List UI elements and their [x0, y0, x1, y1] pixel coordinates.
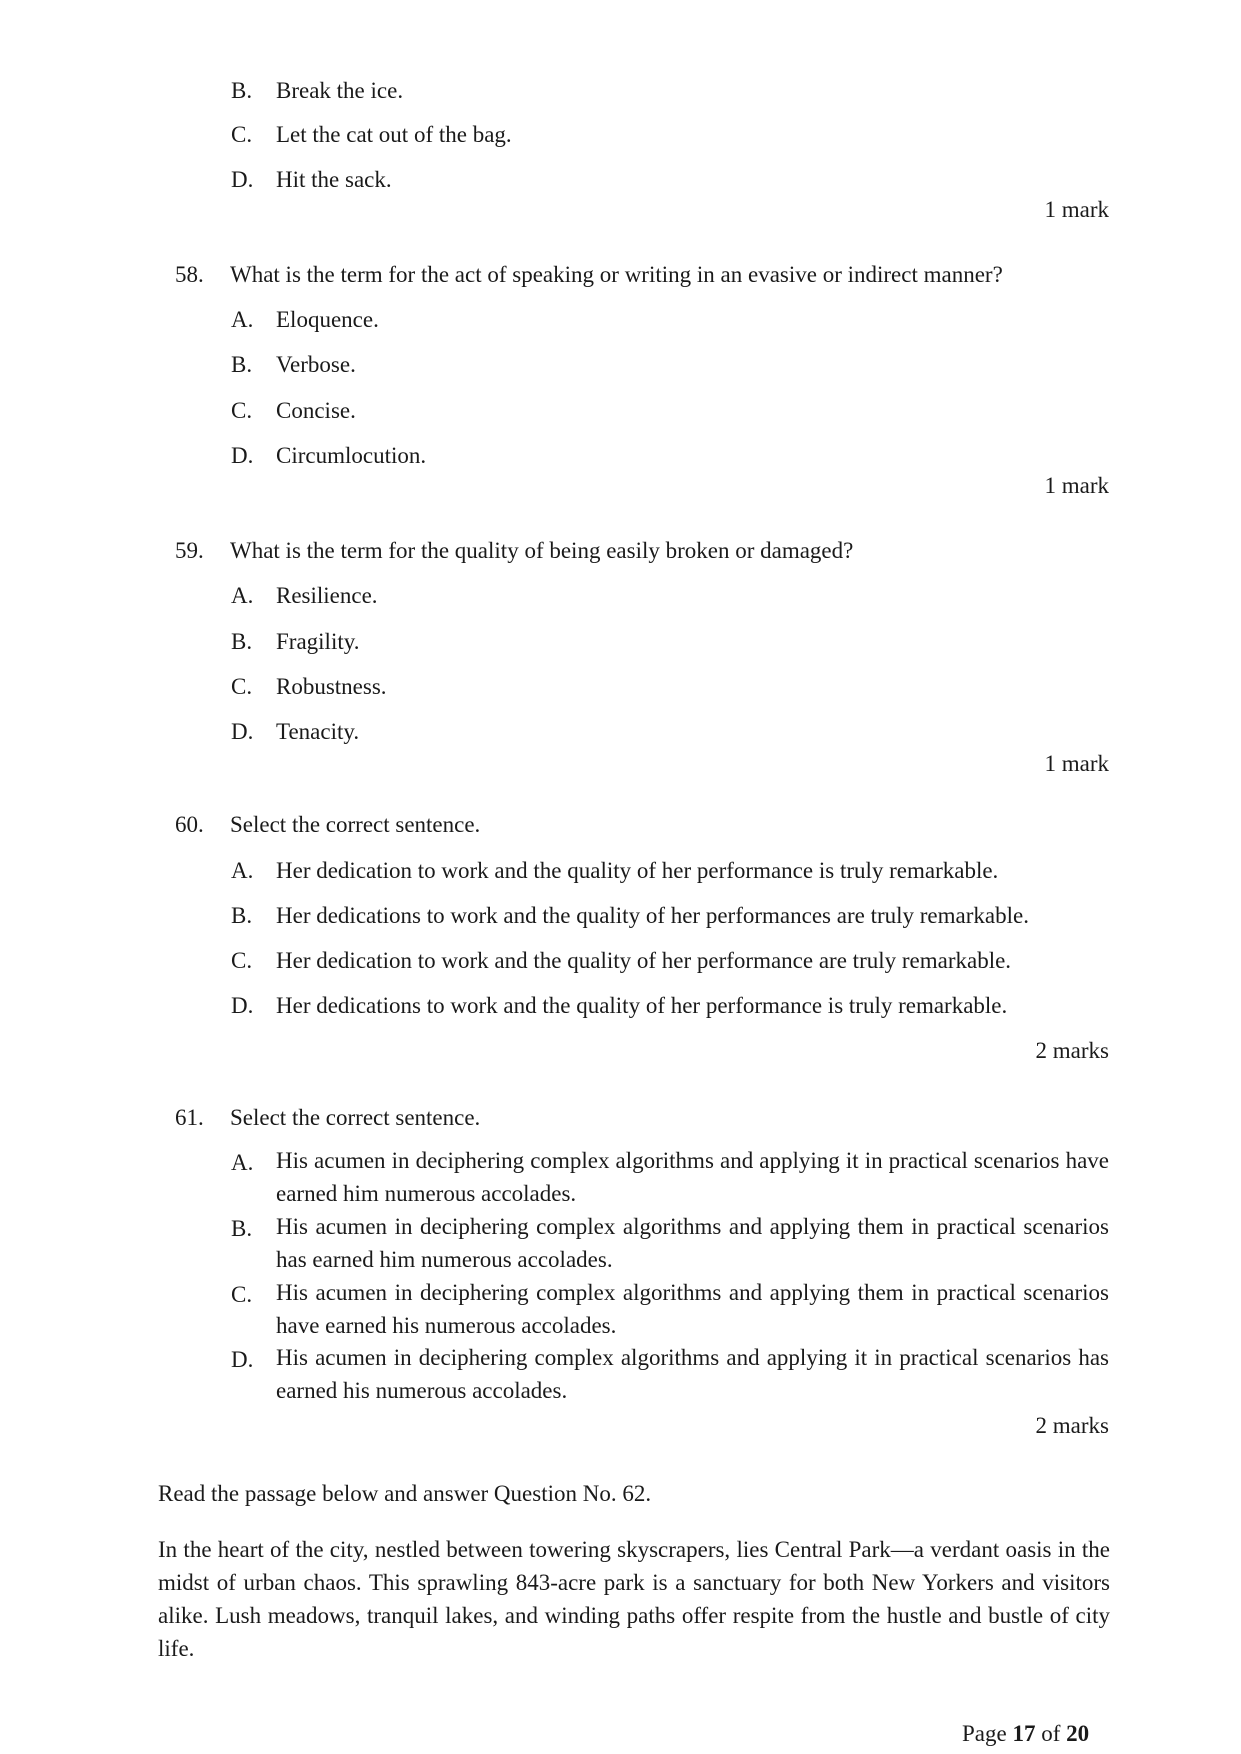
q60-option-d-letter: D.: [231, 993, 254, 1018]
q60-option-b-text: Her dedications to work and the quality of her performances are truly remarkable.: [276, 903, 1029, 928]
q61-option-b-letter: B.: [231, 1216, 253, 1241]
q58-option-c-letter: C.: [231, 398, 253, 423]
q59-number: 59.: [175, 538, 204, 563]
q58-option-a-letter: A.: [231, 307, 254, 332]
footer-total-pages: 20: [1066, 1721, 1090, 1746]
q58-option-d-letter: D.: [231, 443, 254, 468]
q61-option-a-text: His acumen in deciphering complex algorithms and applying it in practical scenarios have earned him numerous accolades.: [276, 1148, 1109, 1206]
q60-option-c-text: Her dedication to work and the quality of her performance are truly remarkable.: [276, 948, 1012, 973]
q59-option-d-letter: D.: [231, 719, 254, 744]
q58-option-b-letter: B.: [231, 352, 253, 377]
q60-option-b-letter: B.: [231, 903, 253, 928]
q57-option-b-letter: B.: [231, 78, 253, 103]
q59-option-a-text: Resilience.: [276, 583, 378, 608]
q57-marks: 1 mark: [1044, 197, 1109, 222]
q58-option-a-text: Eloquence.: [276, 307, 379, 332]
q61-number: 61.: [175, 1105, 204, 1130]
q59-option-d-text: Tenacity.: [276, 719, 360, 744]
q59-option-a-letter: A.: [231, 583, 254, 608]
q60-option-a-text: Her dedication to work and the quality of her performance is truly remarkable.: [276, 858, 999, 883]
footer-of-label: of: [1041, 1721, 1061, 1746]
q61-marks: 2 marks: [1035, 1413, 1109, 1438]
q61-option-c-letter: C.: [231, 1282, 253, 1307]
q59-question: What is the term for the quality of being easily broken or damaged?: [230, 538, 854, 563]
q60-option-a-letter: A.: [231, 858, 254, 883]
q58-option-c-text: Concise.: [276, 398, 356, 423]
q59-marks: 1 mark: [1044, 751, 1109, 776]
q60-number: 60.: [175, 812, 204, 837]
q58-question: What is the term for the act of speaking or writing in an evasive or indirect manner?: [230, 262, 1003, 287]
q60-marks: 2 marks: [1035, 1038, 1109, 1063]
footer-page-label: Page: [962, 1721, 1007, 1746]
q60-option-c-letter: C.: [231, 948, 253, 973]
q60-question: Select the correct sentence.: [230, 812, 481, 837]
q57-option-d-letter: D.: [231, 167, 254, 192]
q61-option-b-text: His acumen in deciphering complex algorithms and applying them in practical scenarios has earned him numerous accolades.: [276, 1214, 1109, 1272]
q58-option-d-text: Circumlocution.: [276, 443, 427, 468]
q59-option-b-letter: B.: [231, 629, 253, 654]
q59-option-b-text: Fragility.: [276, 629, 360, 654]
q59-option-c-text: Robustness.: [276, 674, 387, 699]
q61-option-d-letter: D.: [231, 1347, 254, 1372]
page-footer: [962, 1722, 1089, 1745]
q59-option-c-letter: C.: [231, 674, 253, 699]
q57-option-d-text: Hit the sack.: [276, 167, 392, 192]
q61-option-c-text: His acumen in deciphering complex algorithms and applying them in practical scenarios have earned his numerous accolades.: [276, 1280, 1109, 1338]
q60-option-d-text: Her dedications to work and the quality of her performance is truly remarkable.: [276, 993, 1008, 1018]
q57-option-b-text: Break the ice.: [276, 78, 404, 103]
passage-text: In the heart of the city, nestled between towering skyscrapers, lies Central Park—a verdant oasis in the midst of urban chaos. This sprawling 843-acre park is a sanctuary for both New Yorkers and visitors alike. Lush meadows, tranquil lakes, and winding paths offer respite from the hustle and bustle of city life.: [158, 1537, 1110, 1661]
q57-option-c-text: Let the cat out of the bag.: [276, 122, 512, 147]
q61-question: Select the correct sentence.: [230, 1105, 481, 1130]
footer-current-page: 17: [1012, 1721, 1036, 1746]
q58-marks: 1 mark: [1044, 473, 1109, 498]
q61-option-d-text: His acumen in deciphering complex algorithms and applying it in practical scenarios has earned his numerous accolades.: [276, 1345, 1109, 1403]
passage-intro: Read the passage below and answer Question No. 62.: [158, 1481, 652, 1506]
q58-number: 58.: [175, 262, 204, 287]
q57-option-c-letter: C.: [231, 122, 253, 147]
q58-option-b-text: Verbose.: [276, 352, 356, 377]
q61-option-a-letter: A.: [231, 1150, 254, 1175]
